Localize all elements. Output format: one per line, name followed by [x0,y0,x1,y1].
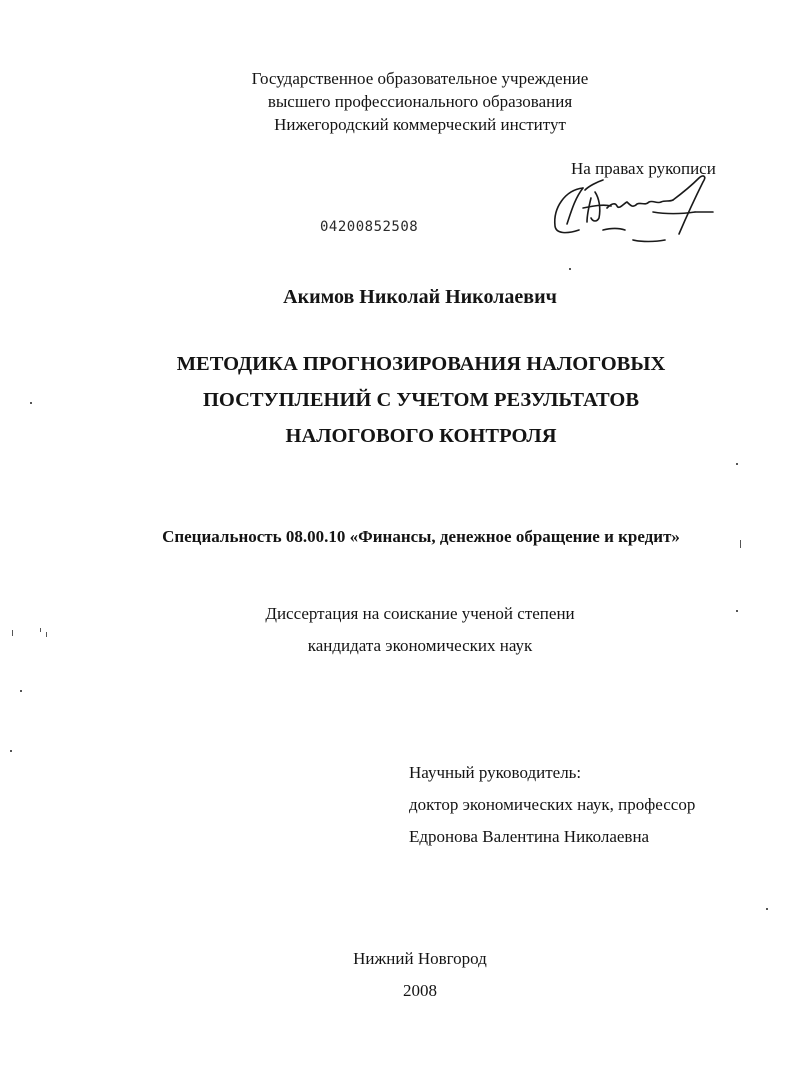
degree-statement [120,598,720,662]
scan-speck [40,628,41,632]
degree-line-2: кандидата экономических наук [307,636,533,655]
handwritten-signature [545,168,735,248]
scan-speck [30,402,32,404]
scan-speck [46,632,47,637]
title-line-2: ПОСТУПЛЕНИЙ С УЧЕТОМ РЕЗУЛЬТАТОВ [202,389,640,411]
author-name: Акимов Николай Николаевич [283,286,557,308]
dissertation-title [100,346,742,454]
title-line-3: НАЛОГОВОГО КОНТРОЛЯ [285,425,557,447]
institution-line-3: Нижегородский коммерческий институт [274,115,566,134]
scan-speck [12,630,13,636]
document-code: 04200852508 [320,219,419,235]
institution-line-1: Государственное образовательное учреждение [251,69,589,88]
scan-speck [766,908,768,910]
scan-speck [10,750,12,752]
institution-line-2: высшего профессионального образования [267,92,573,111]
specialty: Специальность 08.00.10 «Финансы, денежное обращение и кредит» [162,527,680,546]
advisor-rank: доктор экономических наук, профессор [409,795,696,814]
scan-speck [569,268,571,270]
scan-speck [736,463,738,465]
year: 2008 [403,981,437,1000]
scan-speck [740,540,741,548]
advisor-label: Научный руководитель: [409,763,582,782]
scan-speck [736,610,738,612]
manuscript-note: На правах рукописи [571,159,716,178]
place-and-year [120,943,720,1007]
city: Нижний Новгород [353,949,487,968]
degree-line-1: Диссертация на соискание ученой степени [265,604,575,623]
scientific-advisor [409,757,695,853]
advisor-name: Едронова Валентина Николаевна [409,827,650,846]
scan-speck [20,690,22,692]
institution-header [120,67,720,136]
title-line-1: МЕТОДИКА ПРОГНОЗИРОВАНИЯ НАЛОГОВЫХ [176,353,666,375]
